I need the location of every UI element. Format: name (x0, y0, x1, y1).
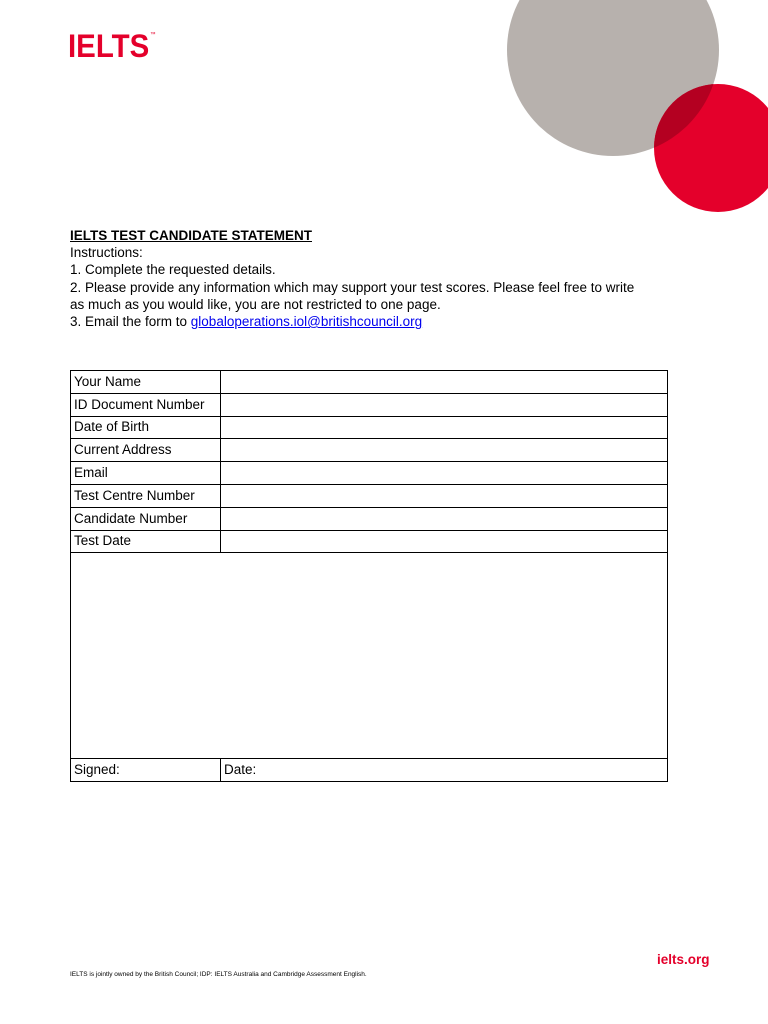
form-row-test-date (71, 530, 668, 553)
signed-field[interactable]: Signed: (71, 759, 221, 782)
field-input-current-address[interactable] (221, 439, 668, 462)
instruction-step-1: 1. Complete the requested details. (70, 262, 276, 277)
field-input-candidate-number[interactable] (221, 507, 668, 530)
form-row-candidate-number (71, 507, 668, 530)
instruction-step-3 (70, 313, 670, 330)
footer-ownership-note: IELTS is jointly owned by the British Council; IDP: IELTS Australia and Cambridge Assessment English. (70, 971, 367, 978)
instructions-section (70, 227, 670, 330)
form-row-current-address (71, 439, 668, 462)
field-label-current-address: Current Address (71, 439, 221, 462)
form-row-id-document-number (71, 393, 668, 416)
field-label-date-of-birth: Date of Birth (71, 416, 221, 439)
footer-site-link[interactable]: ielts.org (657, 952, 710, 967)
instructions-label: Instructions: (70, 245, 143, 260)
statement-text-area[interactable] (71, 553, 668, 759)
field-label-candidate-number: Candidate Number (71, 507, 221, 530)
form-row-statement (71, 553, 668, 759)
field-label-email: Email (71, 462, 221, 485)
ielts-logo (68, 30, 155, 62)
field-input-test-centre-number[interactable] (221, 484, 668, 507)
page-title: IELTS TEST CANDIDATE STATEMENT (70, 228, 312, 243)
logo-text: IELTS (68, 28, 150, 64)
field-label-id-document-number: ID Document Number (71, 393, 221, 416)
instruction-step-2-line-2: as much as you would like, you are not restricted to one page. (70, 297, 441, 312)
date-field[interactable]: Date: (221, 759, 668, 782)
instruction-step-2-line-1: 2. Please provide any information which may support your test scores. Please feel free to write (70, 280, 635, 295)
field-label-test-date: Test Date (71, 530, 221, 553)
candidate-form-table (70, 370, 668, 782)
field-input-email[interactable] (221, 462, 668, 485)
instruction-step-2 (70, 279, 670, 313)
field-input-test-date[interactable] (221, 530, 668, 553)
field-input-id-document-number[interactable] (221, 393, 668, 416)
form-row-your-name (71, 371, 668, 394)
form-row-signature (71, 759, 668, 782)
form-row-email (71, 462, 668, 485)
form-row-date-of-birth (71, 416, 668, 439)
field-input-date-of-birth[interactable] (221, 416, 668, 439)
field-label-your-name: Your Name (71, 371, 221, 394)
trademark-symbol: ™ (150, 32, 156, 38)
form-row-test-centre-number (71, 484, 668, 507)
field-label-test-centre-number: Test Centre Number (71, 484, 221, 507)
field-input-your-name[interactable] (221, 371, 668, 394)
email-link[interactable]: globaloperations.iol@britishcouncil.org (190, 314, 423, 329)
instruction-step-3-prefix: 3. Email the form to (70, 314, 191, 329)
